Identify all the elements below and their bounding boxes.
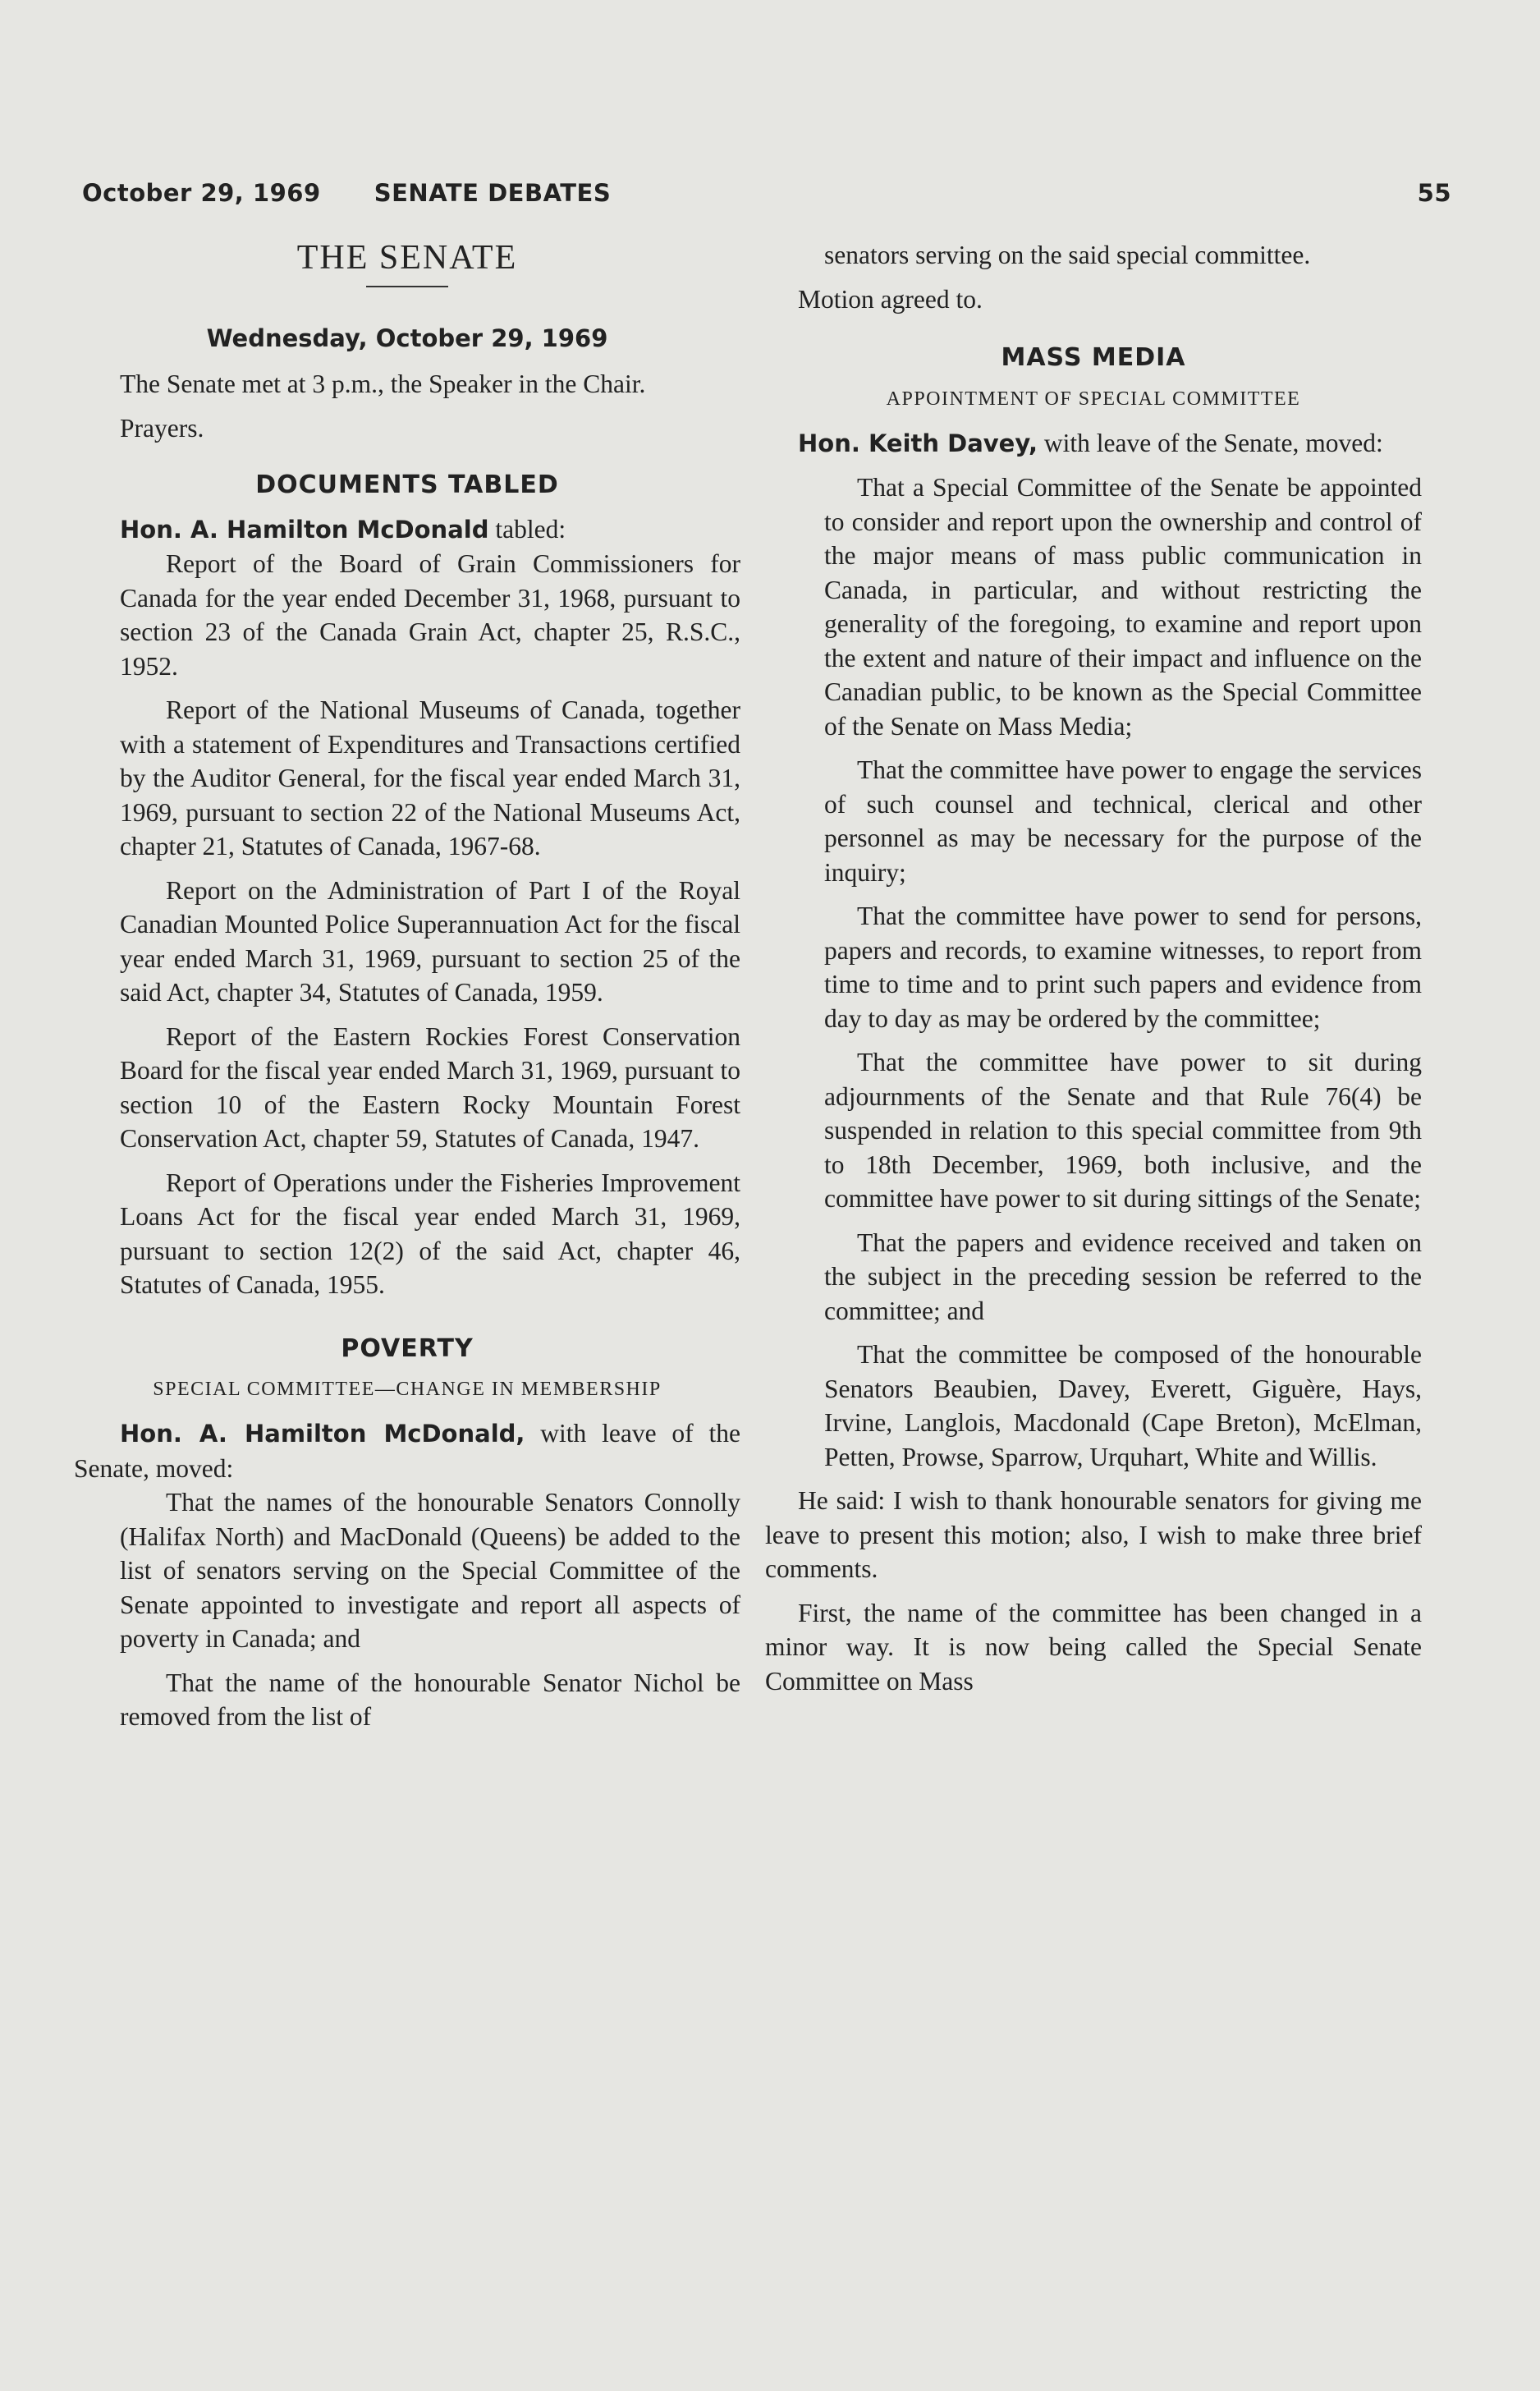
- running-head: [82, 179, 1451, 212]
- motion-paragraph: That the committee have power to engage the services of such counsel and technical, clerical and other personnel as may be necessary for the purpose of the inquiry;: [824, 755, 1422, 887]
- poverty-motion-paragraph: That the names of the honourable Senators Connolly (Halifax North) and MacDonald (Queens) be added to the list of senators serving on the Special Committee of the Senate appointed to investigate and report all aspects of poverty in Canada; and: [120, 1488, 740, 1653]
- motion-paragraph: That a Special Committee of the Senate be appointed to consider and report upon the ownership and control of the major means of mass public communication in Canada, in particular, and without restricting the generality of the foregoing, to examine and report upon the extent and nature of their impact and influence on the Canadian public, to be known as the Special Committee of the Senate on Mass Media;: [824, 473, 1422, 741]
- documents-tabled-heading: DOCUMENTS TABLED: [255, 470, 559, 499]
- motion-paragraph: That the committee have power to sit during adjournments of the Senate and that Rule 76(4) be suspended in relation to this special committee from 9th to 18th December, 1969, both inclusive, and the committee have power to sit during sittings of the Senate;: [824, 1048, 1422, 1213]
- poverty-subheading: SPECIAL COMMITTEE—CHANGE IN MEMBERSHIP: [153, 1379, 662, 1400]
- section-title: THE SENATE: [296, 239, 518, 277]
- motion-paragraph: That the papers and evidence received and taken on the subject in the preceding session be referred to the committee; and: [824, 1228, 1422, 1325]
- speaker-name: Hon. A. Hamilton McDonald: [120, 515, 489, 544]
- sitting-opening: The Senate met at 3 p.m., the Speaker in the Chair.: [120, 369, 646, 398]
- poverty-heading: POVERTY: [341, 1333, 474, 1363]
- mover-suffix: with leave of the Senate, moved:: [74, 1419, 740, 1483]
- speech-paragraph: First, the name of the committee has been changed in a minor way. It is now being called the Special Senate Committee on Mass: [765, 1598, 1422, 1696]
- header-date: October 29, 1969: [82, 179, 321, 207]
- mover-suffix: with leave of the Senate, moved:: [1038, 428, 1383, 457]
- title-rule: [366, 286, 448, 287]
- right-column: [765, 238, 1422, 1698]
- motion-agreed: Motion agreed to.: [798, 284, 983, 314]
- tabling-statement: [74, 512, 740, 548]
- poverty-motion-paragraph: That the name of the honourable Senator Nichol be removed from the list of: [120, 1668, 740, 1731]
- motion-paragraph: That the committee be composed of the honourable Senators Beaubien, Davey, Everett, Giguère, Hays, Irvine, Langlois, Macdonald (Cape Breton), McElman, Petten, Prowse, Sparrow, Urquhart, White and Willis.: [824, 1340, 1422, 1471]
- report-item: Report of the Eastern Rockies Forest Conservation Board for the fiscal year ended March 31, 1969, pursuant to section 10 of the Eastern Rocky Mountain Forest Conservation Act, chapter 59, Statutes of Canada, 1947.: [120, 1021, 740, 1153]
- mass-media-subheading: APPOINTMENT OF SPECIAL COMMITTEE: [886, 388, 1301, 410]
- report-item: Report of Operations under the Fisheries Improvement Loans Act for the fiscal year ended March 31, 1969, pursuant to section 12(2) of the said Act, chapter 46, Statutes of Canada, 1955.: [120, 1168, 740, 1299]
- header-page-number: 55: [1417, 179, 1451, 207]
- prayers: Prayers.: [120, 413, 204, 443]
- motion-paragraph: That the committee have power to send for persons, papers and records, to examine witnesses, to report from time to time and to print such papers and evidence from day to day as may be ordered by the committee;: [824, 902, 1422, 1033]
- speaker-name: Hon. A. Hamilton McDonald,: [120, 1420, 525, 1448]
- poverty-mover: [74, 1416, 740, 1485]
- speech-paragraph: He said: I wish to thank honourable senators for giving me leave to present this motion; also, I wish to make three brief comments.: [765, 1486, 1422, 1583]
- speaker-name: Hon. Keith Davey,: [798, 429, 1038, 457]
- mass-media-mover: [765, 426, 1422, 461]
- sitting-date: Wednesday, October 29, 1969: [206, 324, 608, 352]
- report-item: Report of the Board of Grain Commissioners for Canada for the year ended December 31, 1968, pursuant to section 23 of the Canada Grain Act, chapter 25, R.S.C., 1952.: [120, 549, 740, 681]
- left-column: [74, 238, 740, 1734]
- tabled-suffix: tabled:: [488, 514, 566, 544]
- header-publication: SENATE DEBATES: [374, 179, 612, 207]
- report-item: Report of the National Museums of Canada, together with a statement of Expenditures and Transactions certified by the Auditor General, for the fiscal year ended March 31, 1969, pursuant to section 22 of the National Museums Act, chapter 21, Statutes of Canada, 1967-68.: [120, 695, 740, 860]
- motion-continuation: senators serving on the said special committee.: [824, 241, 1311, 269]
- mass-media-heading: MASS MEDIA: [1001, 343, 1186, 372]
- report-item: Report on the Administration of Part I of the Royal Canadian Mounted Police Superannuation Act for the fiscal year ended March 31, 1969, pursuant to section 25 of the said Act, chapter 34, Statutes of Canada, 1959.: [120, 875, 740, 1007]
